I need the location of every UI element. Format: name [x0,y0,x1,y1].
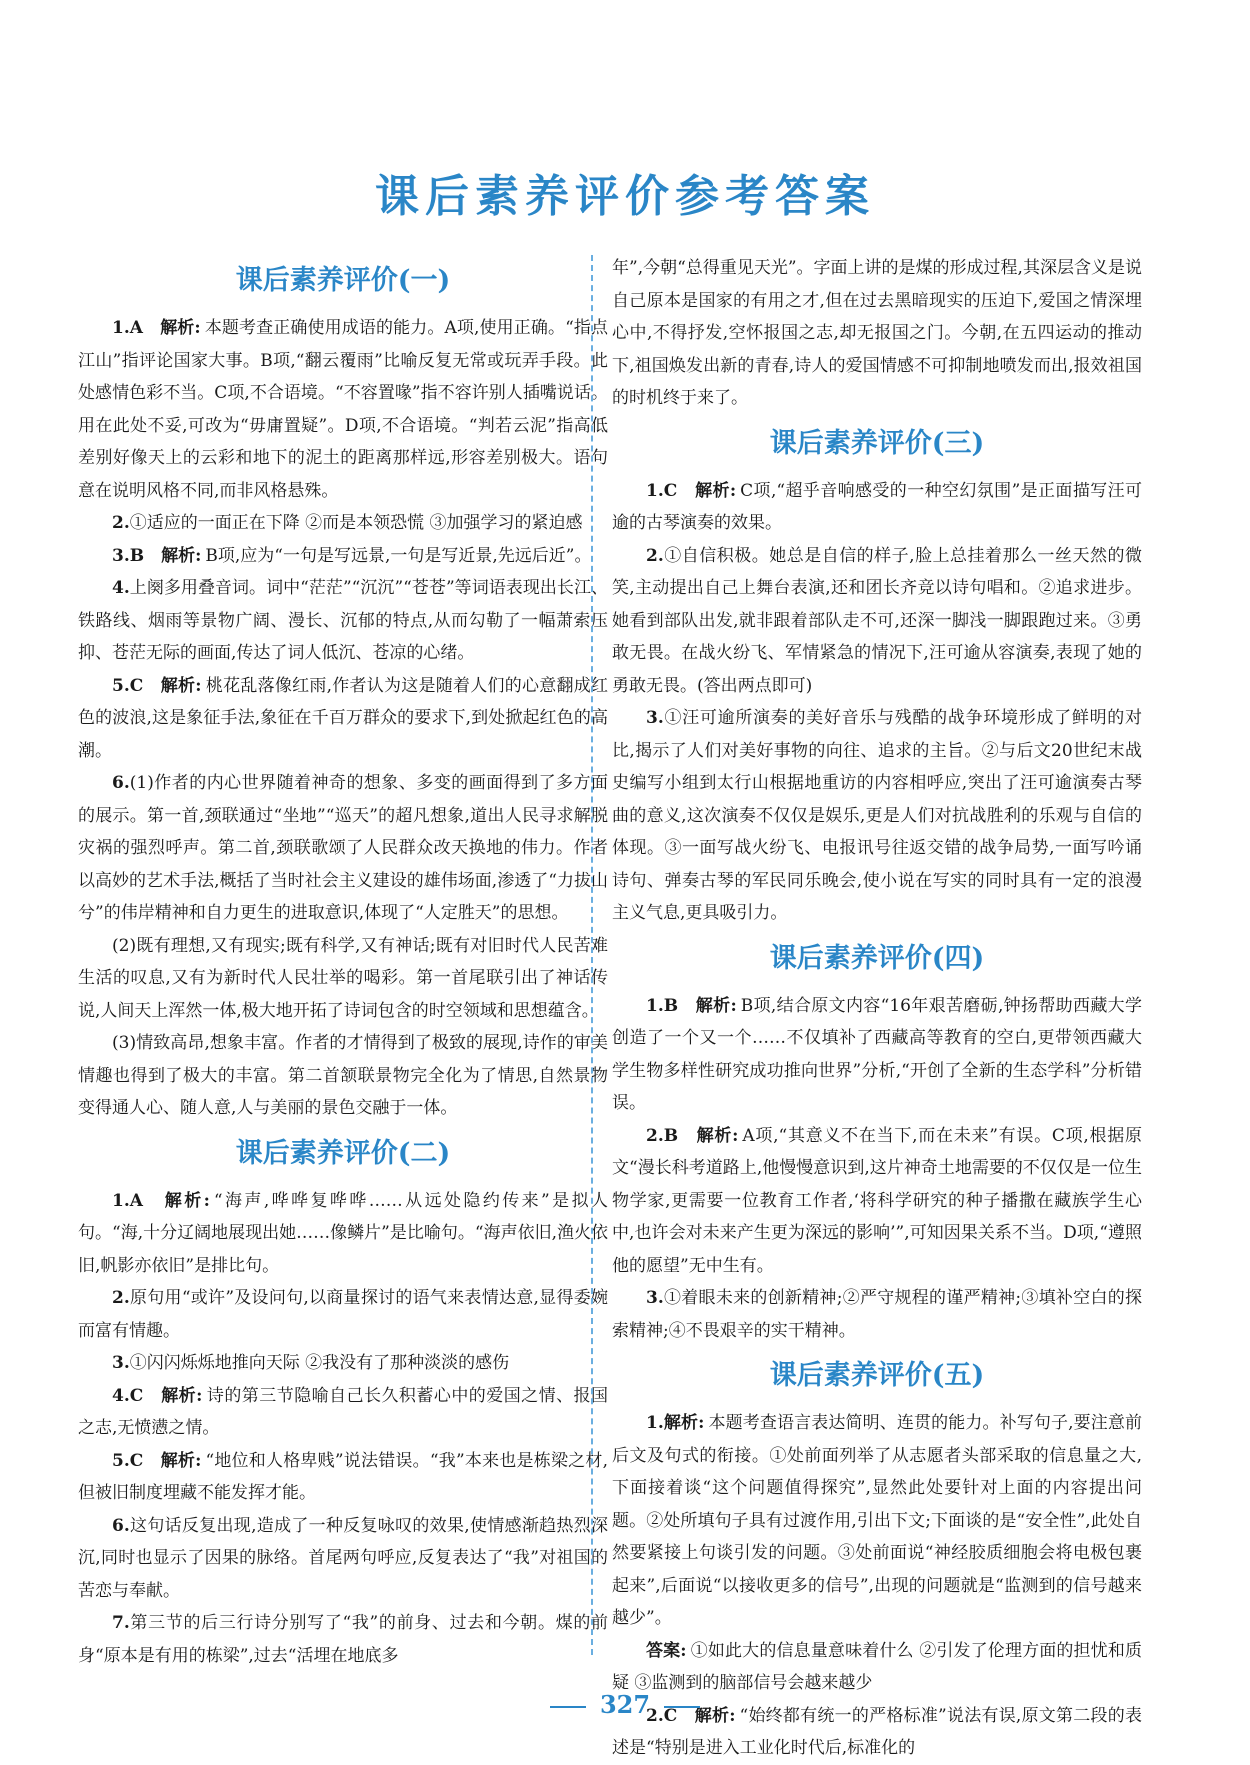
choice-answer: B [663,995,679,1016]
answer-text: (2)既有理想,又有现实;既有科学,又有神话;既有对旧时代人民苦难生活的叹息,又有为新时代人民壮举的喝彩。第一首尾联引出了神话传说,人间天上浑然一体,极大地开拓了诗词包含的时空领域和思想蕴含。 [78,935,608,1021]
question-number: 3. [646,708,664,728]
section-heading: 课后素养评价(一) [235,265,451,296]
question-number: 6. [112,773,130,793]
answer-item [612,475,1142,540]
answer-text: ①如此大的信息量意味着什么 ②引发了伦理方面的担忧和质疑 ③监测到的脑部信号会越来越少 [612,1640,1142,1693]
answer-item [78,1445,608,1510]
section-heading: 课后素养评价(五) [769,1360,985,1391]
answer-text: B项,应为“一句是写远景,一句是写近景,先远后近”。 [205,545,592,566]
question-number: 2. [112,1288,130,1308]
answer-text: ①自信积极。她总是自信的样子,脸上总挂着那么一丝天然的微笑,主动提出自己上舞台表演,还和团长齐竞以诗句唱和。②追求进步。她看到部队出发,就非跟着部队走不可,还深一脚浅一脚跟跑过来。③勇敢无畏。在战火纷飞、军情紧急的情况下,汪可逾从容演奏,表现了她的勇敢无畏。(答出两点即可) [612,545,1142,696]
analysis-label: 解析: [695,480,737,501]
choice-answer: C [129,1385,144,1406]
answer-text: B项,结合原文内容“16年艰苦磨砺,钟扬帮助西藏大学创造了一个又一个……不仅填补了西藏高等教育的空白,更带领西藏大学生物多样性研究成功推向世界”分析,“开创了全新的生态学科”分析错误。 [612,995,1143,1113]
question-number: 1. [646,1413,664,1433]
answer-text: ①汪可逾所演奏的美好音乐与残酷的战争环境形成了鲜明的对比,揭示了人们对美好事物的向往、追求的主旨。②与后文20世纪末战史编写小组到太行山根据地重访的内容相呼应,突出了汪可逾演奏古琴曲的意义,这次演奏不仅仅是娱乐,更是人们对抗战胜利的乐观与自信的体现。③一面写战火纷飞、电报讯号往返交错的战争局势,一面写吟诵诗句、弹奏古琴的军民同乐晚会,使小说在写实的同时具有一定的浪漫主义气息,更具吸引力。 [612,708,1142,923]
answer-item [612,540,1142,703]
footer-dash-left [550,1706,586,1708]
question-number: 5. [112,1450,130,1471]
analysis-label: 解析: [161,1385,203,1406]
page-title: 课后素养评价参考答案 [375,171,875,222]
question-number: 7. [112,1613,130,1633]
analysis-label: 解析: [160,675,202,696]
page-number-footer [0,1690,1250,1719]
analysis-label: 解析: [695,995,737,1016]
choice-answer: C [663,1705,678,1726]
choice-answer: C [663,480,678,501]
analysis-label: 解析: [694,1705,736,1726]
answer-text: 本题考查正确使用成语的能力。A项,使用正确。“指点江山”指评论国家大事。B项,“翻云覆雨”比喻反复无常或玩弄手段。此处感情色彩不当。C项,不合语境。“不容置喙”指不容许别人插嘴说话。用在此处不妥,可改为“毋庸置疑”。D项,不合语境。“判若云泥”指高低差别好像天上的云彩和地下的泥土的距离那样远,形容差别极大。语句意在说明风格不同,而非风格悬殊。 [78,318,608,501]
answer-item [78,1607,608,1672]
answer-item [78,1282,608,1347]
answer-text: C项,“超乎音响感受的一种空幻氛围”是正面描写汪可逾的古琴演奏的效果。 [612,480,1143,533]
answer-text: 这句话反复出现,造成了一种反复咏叹的效果,使情感渐趋热烈深沉,同时也显示了因果的脉络。首尾两句呼应,反复表达了“我”对祖国的苦恋与奉献。 [78,1515,608,1601]
answer-text: ①着眼未来的创新精神;②严守规程的谨严精神;③填补空白的探索精神;④不畏艰辛的实干精神。 [612,1288,1142,1341]
answer-item [78,1510,608,1608]
choice-answer: C [129,1450,144,1471]
question-number: 2. [646,545,664,566]
answer-text: 上阕多用叠音词。词中“茫茫”“沉沉”“苍苍”等词语表现出长江、铁路线、烟雨等景物广阔、漫长、沉郁的特点,从而勾勒了一幅萧索压抑、苍茫无际的画面,传达了词人低沉、苍凉的心绪。 [78,578,608,663]
answer-item [78,1347,608,1380]
left-column [78,252,608,1672]
answer-text: A项,“其意义不在当下,而在未来”有误。C项,根据原文“漫长科考道路上,他慢慢意识到,这片神奇土地需要的不仅仅是一位生物学家,更需要一位教育工作者,‘将科学研究的种子播撒在藏族学生心中,也许会对未来产生更为深远的影响’”,可知因果关系不当。D项,“遵照他的愿望”无中生有。 [612,1125,1142,1276]
section-heading: 课后素养评价(三) [769,427,985,459]
analysis-label: 解析: [160,1450,202,1471]
answer-item [78,507,608,540]
answer-continuation: 年”,今朝“总得重见天光”。字面上讲的是煤的形成过程,其深层含义是说自己原本是国家的有用之才,但在过去黑暗现实的压迫下,爱国之情深埋心中,不得抒发,空怀报国之志,却无报国之门。今朝,在五四运动的推动下,祖国焕发出新的青春,诗人的爱国情感不可抑制地喷发而出,报效祖国的时机终于来了。 [612,258,1142,408]
answer-text: (1)作者的内心世界随着神奇的想象、多变的画面得到了多方面的展示。第一首,颈联通过“坐地”“巡天”的超凡想象,道出人民寻求解脱灾祸的强烈呼声。第二首,颈联歌颂了人民群众改天换地的伟力。作者以高妙的艺术手法,概括了当时社会主义建设的雄伟场面,渗透了“力拔山兮”的伟岸精神和自力更生的进取意识,体现了“人定胜天”的思想。 [78,773,608,923]
answer-text: ①适应的一面正在下降 ②而是本领恐慌 ③加强学习的紧迫感 [129,513,583,533]
answer-text: 第三节的后三行诗分别写了“我”的前身、过去和今朝。煤的前身“原本是有用的栋梁”,过去“活埋在地底多 [78,1613,608,1666]
answer-text: “海声,哗哗复哗哗……从远处隐约传来”是拟人句。“海,十分辽阔地展现出她……像鳞片”是比喻句。“海声依旧,渔火依旧,帆影亦依旧”是排比句。 [78,1190,608,1276]
question-number: 5. [112,675,130,696]
analysis-label: 解析: [160,318,201,338]
answer-item [78,1027,608,1125]
question-number: 6. [112,1515,130,1536]
answer-item [612,702,1142,930]
question-number: 2. [646,1125,664,1146]
answer-item [78,1185,608,1283]
page-number: 327 [599,1690,651,1719]
footer-dash-right [664,1706,700,1708]
question-number: 1. [112,1190,130,1211]
answer-item [612,1120,1142,1283]
answer-text: 原句用“或许”及设问句,以商量探讨的语气来表情达意,显得委婉而富有情趣。 [78,1288,608,1341]
analysis-label: 解析: [161,545,202,566]
answer-item [78,540,608,573]
analysis-label: 答案: [646,1640,687,1661]
choice-answer: B [663,1125,679,1146]
analysis-label: 解析: [164,1190,210,1211]
question-number: 3. [112,545,130,566]
answer-item [78,312,608,507]
question-number: 1. [112,318,130,338]
question-number: 3. [112,1353,130,1373]
question-number: 2. [112,513,130,533]
answer-text: “始终都有统一的严格标准”说法有误,原文第二段的表述是“特别是进入工业化时代后,标准化的 [612,1705,1142,1758]
choice-answer: A [129,1190,143,1211]
question-number: 2. [646,1705,664,1726]
answer-text: 本题考查语言表达简明、连贯的能力。补写句子,要注意前后文及句式的衔接。①处前面列举了从志愿者头部采取的信息量之大,下面接着谈“这个问题值得探究”,显然此处要针对上面的内容提出问题。②处所填句子具有过渡作用,引出下文;下面谈的是“安全性”,此处自然要紧接上句谈引发的问题。③处前面说“神经胶质细胞会将电极包裹起来”,后面说“以接收更多的信号”,出现的问题就是“监测到的信号越来越少”。 [612,1413,1143,1628]
analysis-label: 解析: [696,1125,739,1146]
analysis-label: 解析: [663,1413,705,1433]
question-number: 4. [112,578,130,598]
right-column [612,252,1142,1765]
answer-item [78,1380,608,1445]
answer-item [78,930,608,1028]
answer-item [612,1407,1142,1635]
answer-text: “地位和人格卑贱”说法错误。“我”本来也是栋梁之材,但被旧制度埋藏不能发挥才能。 [78,1450,609,1503]
answer-item [78,670,608,768]
answer-item [78,572,608,670]
choice-answer: C [129,675,144,696]
answer-item [612,1282,1142,1347]
choice-answer: A [129,318,143,338]
section-heading: 课后素养评价(四) [769,942,985,974]
section-heading: 课后素养评价(二) [235,1137,451,1169]
answer-text: 桃花乱落像红雨,作者认为这是随着人们的心意翻成红色的波浪,这是象征手法,象征在千百万群众的要求下,到处掀起红色的高潮。 [78,675,609,761]
answer-text: ①闪闪烁烁地推向天际 ②我没有了那种淡淡的感伤 [129,1353,510,1373]
question-number: 4. [112,1385,130,1406]
answer-text: (3)情致高昂,想象丰富。作者的才情得到了极致的展现,诗作的审美情趣也得到了极大的丰富。第二首颔联景物完全化为了情思,自然景物变得通人心、随人意,人与美丽的景色交融于一体。 [78,1033,608,1118]
question-number: 1. [646,480,664,501]
question-number: 1. [646,995,664,1016]
answer-item [612,990,1142,1120]
choice-answer: B [129,545,145,566]
answer-text: 诗的第三节隐喻自己长久积蓄心中的爱国之情、报国之志,无愤懑之情。 [78,1385,609,1438]
question-number: 3. [646,1288,664,1308]
answer-item [78,767,608,930]
column-divider [591,255,593,1655]
